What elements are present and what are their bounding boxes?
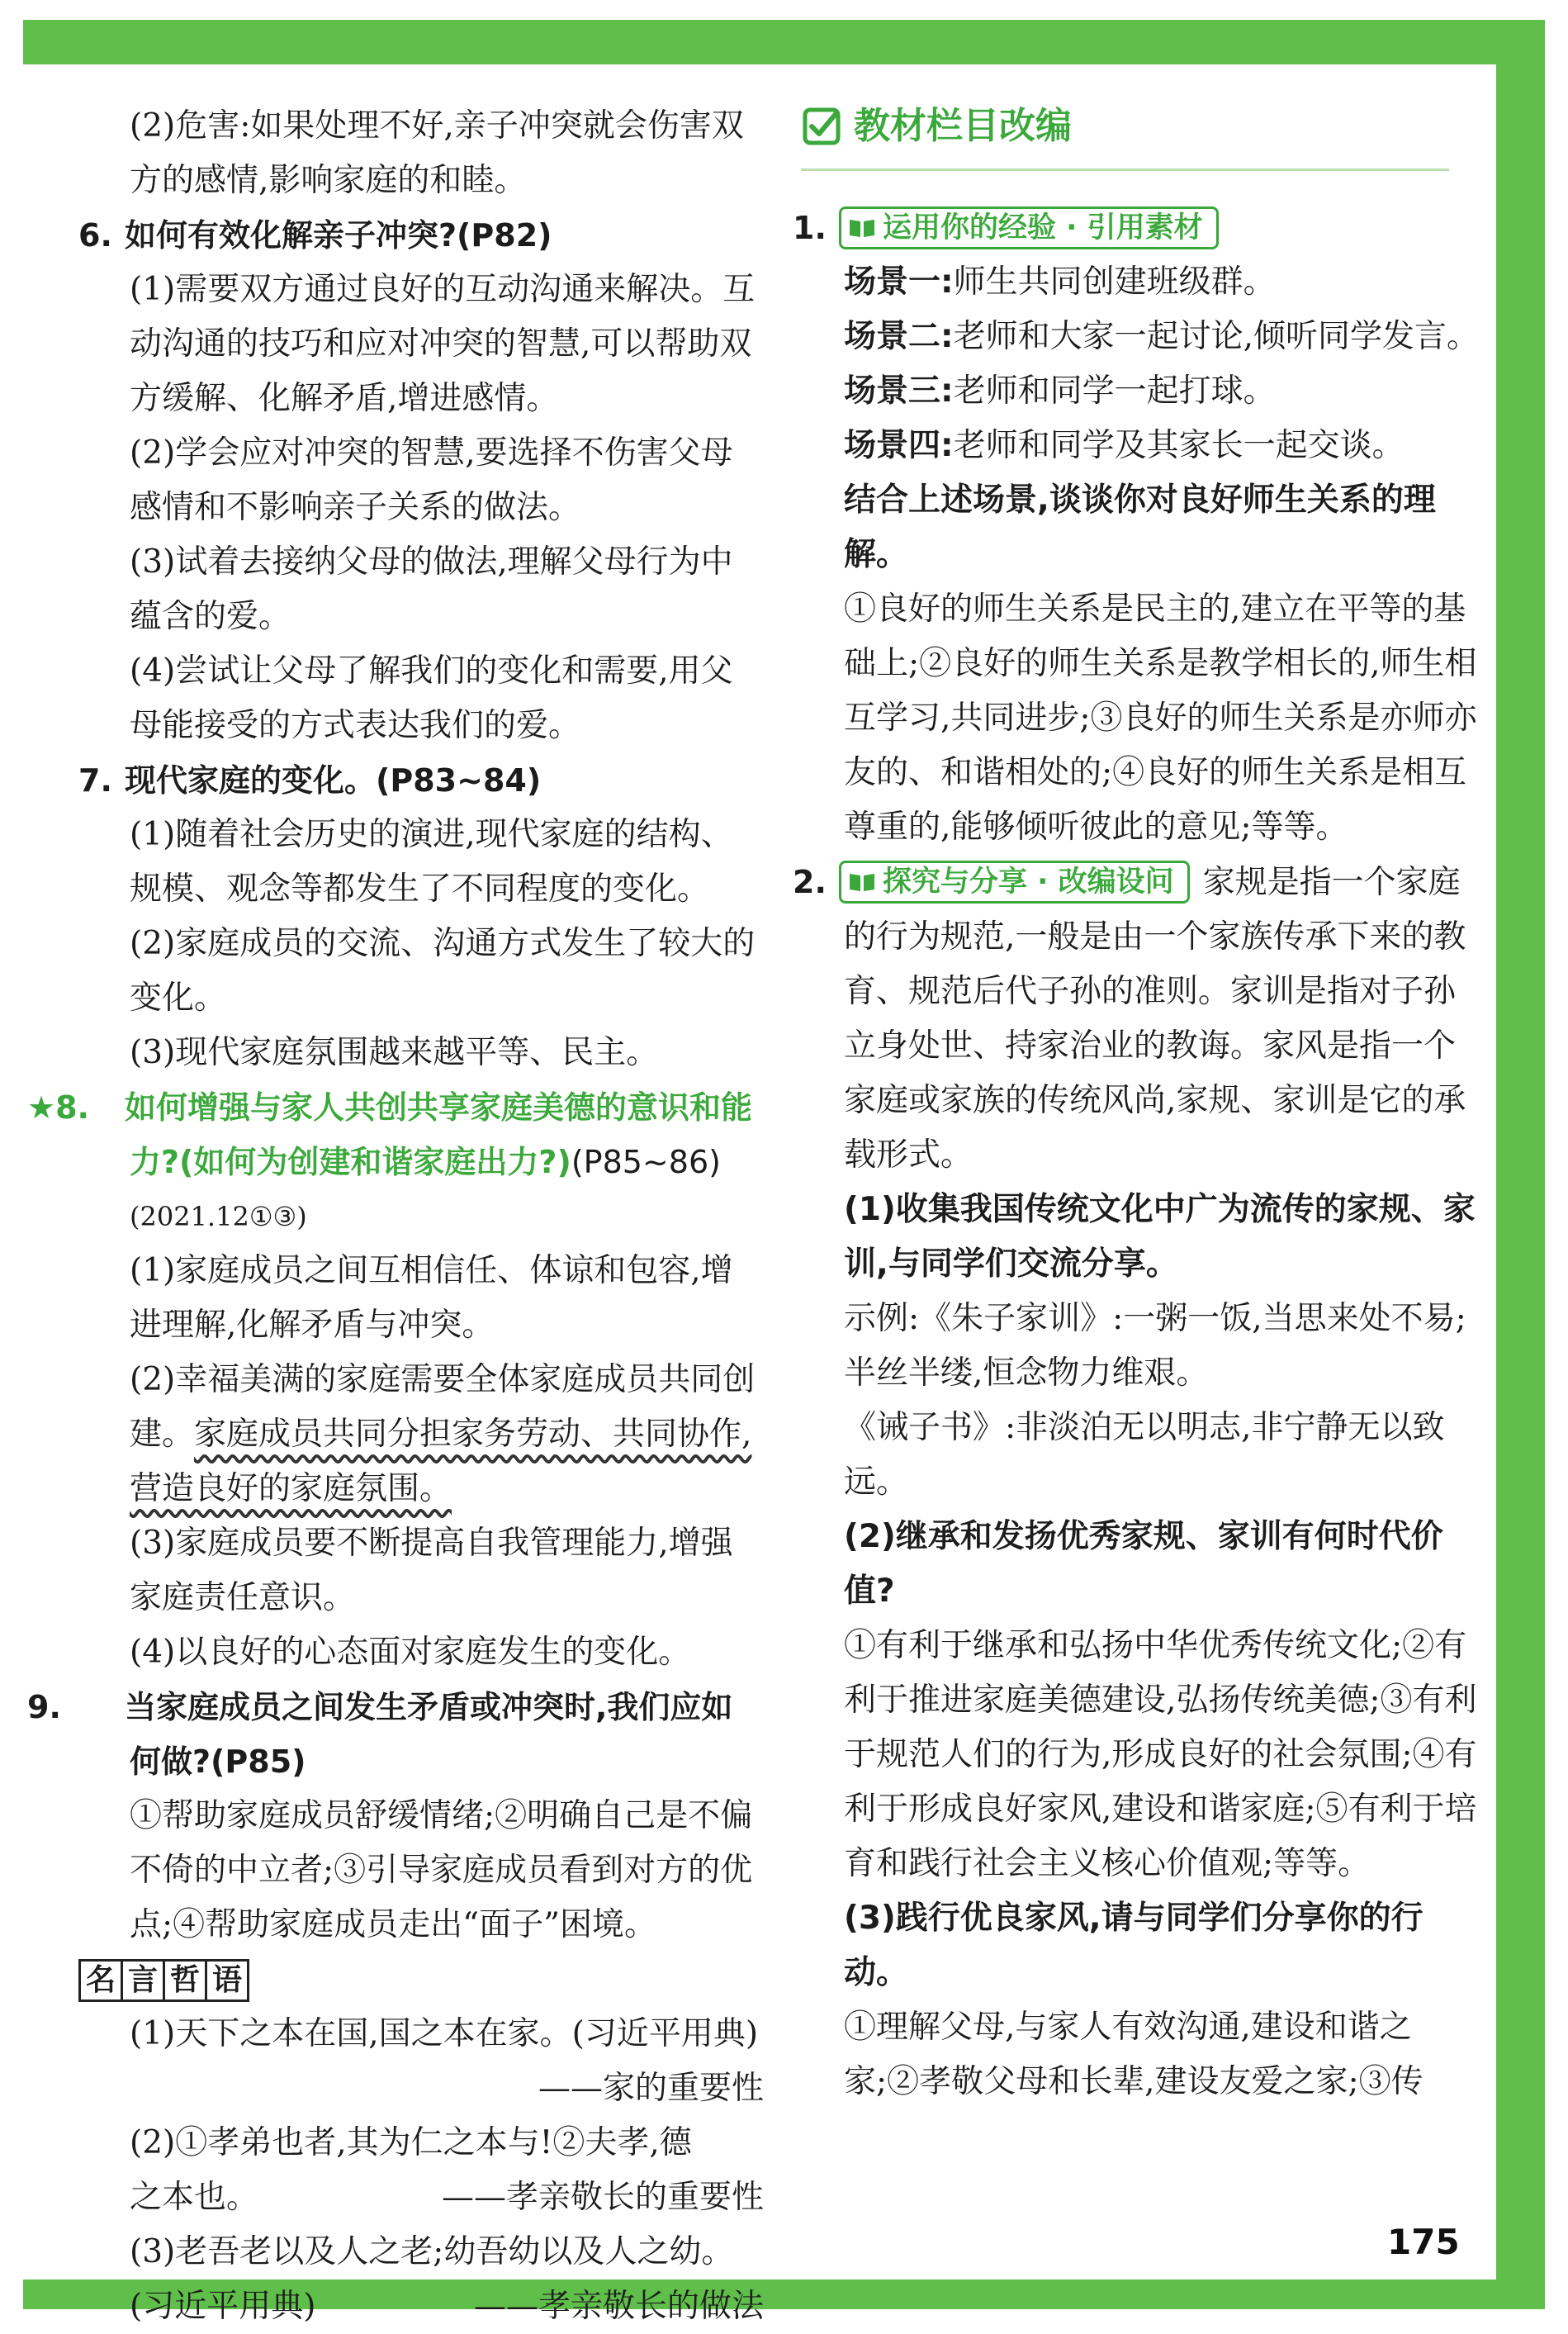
question-9-title: 当家庭成员之间发生矛盾或冲突时,我们应如何做?(P85)	[125, 1689, 733, 1780]
question-8-exam-ref: (2021.12①③)	[130, 1201, 307, 1232]
question-6-heading	[78, 208, 764, 263]
exercise-2-intro-block	[793, 855, 1482, 1183]
exercise-2-question-2: (2)继承和发扬优秀家规、家训有何时代价值?	[844, 1518, 1443, 1610]
scene-1	[793, 255, 1482, 310]
question-9-heading	[27, 1680, 764, 1789]
question-7-point-3: (3)现代家庭氛围越来越平等、民主。	[130, 1034, 659, 1071]
question-6-point-4: (4)尝试让父母了解我们的变化和需要,用父母能接受的方式表达我们的爱。	[130, 652, 733, 744]
question-8-heading	[27, 1080, 764, 1189]
exercise-1-answer: ①良好的师生关系是民主的,建立在平等的基础上;②良好的师生关系是教学相长的,师生相互学习,共同进步;③良好的师生关系是亦师亦友的、和谐相处的;④良好的师生关系是相互尊重的,能够倾听彼此的意见;等等。	[844, 591, 1477, 846]
question-6-title: 如何有效化解亲子冲突?(P82)	[125, 217, 552, 254]
right-green-bar	[1496, 20, 1545, 2309]
famous-quotes-title-char-1: 名	[78, 1959, 123, 2002]
question-8	[27, 1080, 764, 1680]
famous-quotes-title	[78, 1959, 247, 2002]
question-8-point-3: (3)家庭成员要不断提高自我管理能力,增强家庭责任意识。	[130, 1525, 733, 1616]
right-column	[793, 99, 1482, 2109]
quote-3-line-2	[78, 2279, 764, 2334]
section-divider	[801, 168, 1449, 171]
question-8-point-2-a: (2)幸福美满的家庭需要全体家庭成员共同创建。	[130, 1361, 756, 1453]
famous-quotes-title-char-4: 语	[205, 1959, 249, 2002]
exercise-2-answer-3: ①理解父母,与家人有效沟通,建设和谐之家;②孝敬父母和长辈,建设友爱之家;③传	[844, 2009, 1424, 2100]
question-8-point-1: (1)家庭成员之间互相信任、体谅和包容,增进理解,化解矛盾与冲突。	[130, 1252, 733, 1344]
page-number: 175	[1387, 2222, 1460, 2262]
exercise-2-answer-1-b: 《诫子书》:非淡泊无以明志,非宁静无以致远。	[844, 1409, 1445, 1501]
exercise-2-number: 2.	[793, 864, 827, 900]
question-6-point-2: (2)学会应对冲突的智慧,要选择不伤害父母感情和不影响亲子关系的做法。	[130, 434, 733, 526]
top-green-bar	[23, 20, 1545, 64]
exercise-1-tag-label: 运用你的经验 · 引用素材	[883, 211, 1203, 244]
quote-3-source: ——孝亲敬长的做法	[473, 2288, 764, 2325]
intro-paragraph: (2)危害:如果处理不好,亲子冲突就会伤害双方的感情,影响家庭的和睦。	[130, 107, 744, 199]
quote-2-text: 之本也。	[130, 2179, 259, 2216]
scene-3	[793, 364, 1482, 419]
famous-quotes-title-char-3: 哲	[163, 1959, 207, 2002]
question-6	[78, 208, 764, 753]
exercise-2-question-3: (3)践行优良家风,请与同学们分享你的行动。	[844, 1900, 1424, 1991]
quote-2-line-1: (2)①孝弟也者,其为仁之本与!②夫孝,德	[130, 2124, 692, 2161]
question-7	[78, 753, 764, 1080]
exercise-1-number: 1.	[793, 210, 827, 246]
exercise-2-answer-1-a: 示例:《朱子家训》:一粥一饭,当思来处不易;半丝半缕,恒念物力维艰。	[844, 1300, 1466, 1392]
open-book-icon	[848, 217, 876, 239]
exercise-2	[793, 855, 1482, 2109]
question-8-title: 如何增强与家人共创共享家庭美德的意识和能力?(如何为创建和谐家庭出力?)	[125, 1089, 753, 1180]
exercise-2-intro: 家规是指一个家庭的行为规范,一般是由一个家族传承下来的教育、规范后代子孙的准则。家训是指对子孙立身处世、持家治业的教诲。家风是指一个家庭或家族的传统风尚,家规、家训是它的承载形式。	[844, 864, 1466, 1174]
exercise-1	[793, 201, 1482, 855]
exercise-2-answer-2: ①有利于继承和弘扬中华优秀传统文化;②有利于推进家庭美德建设,弘扬传统美德;③有利于规范人们的行为,形成良好的社会氛围;④有利于形成良好家风,建设和谐家庭;⑤有利于培育和践行社会主义核心价值观;等等。	[844, 1627, 1477, 1882]
scene-4-label: 场景四:	[844, 427, 954, 464]
question-8-number: ★8.	[27, 1089, 89, 1126]
quote-3-note: (习近平用典)	[130, 2288, 316, 2325]
question-8-pages: (P85~86)	[571, 1144, 721, 1180]
quote-1-source: ——家的重要性	[538, 2070, 764, 2107]
question-7-point-1: (1)随着社会历史的演进,现代家庭的结构、规模、观念等都发生了不同程度的变化。	[130, 816, 733, 908]
question-7-number: 7.	[78, 762, 112, 799]
famous-quotes	[78, 1952, 764, 2334]
question-7-point-2: (2)家庭成员的交流、沟通方式发生了较大的变化。	[130, 925, 756, 1017]
question-7-heading	[78, 753, 764, 808]
section-header	[803, 99, 1482, 154]
exercise-1-question: 结合上述场景,谈谈你对良好师生关系的理解。	[844, 482, 1436, 573]
section-title: 教材栏目改编	[854, 105, 1072, 147]
question-6-point-1: (1)需要双方通过良好的互动沟通来解决。互动沟通的技巧和应对冲突的智慧,可以帮助双方缓解、化解矛盾,增进感情。	[130, 271, 756, 417]
question-9-answer: ①帮助家庭成员舒缓情绪;②明确自己是不偏不倚的中立者;③引导家庭成员看到对方的优点;④帮助家庭成员走出“面子”困境。	[130, 1797, 753, 1943]
exercise-2-question-1: (1)收集我国传统文化中广为流传的家规、家训,与同学们交流分享。	[844, 1191, 1476, 1283]
scene-4-text: 老师和同学及其家长一起交谈。	[953, 427, 1405, 464]
exercise-1-heading	[793, 201, 1482, 255]
question-8-point-2	[78, 1353, 764, 1516]
question-7-title: 现代家庭的变化。(P83~84)	[125, 762, 542, 799]
scene-4	[793, 419, 1482, 473]
scene-3-label: 场景三:	[844, 372, 954, 410]
quote-2-source: ——孝亲敬长的重要性	[441, 2179, 764, 2216]
scene-2-label: 场景二:	[844, 318, 954, 355]
question-6-number: 6.	[78, 217, 112, 254]
scene-1-text: 师生共同创建班级群。	[953, 263, 1276, 301]
check-box-icon	[803, 107, 841, 145]
scene-2-text: 老师和大家一起讨论,倾听同学发言。	[953, 318, 1480, 355]
question-9-number: 9.	[27, 1689, 61, 1725]
quote-3: (3)老吾老以及人之老;幼吾幼以及人之幼。	[130, 2233, 734, 2270]
open-book-icon	[848, 871, 876, 893]
question-9	[27, 1680, 764, 1952]
exercise-1-tag	[839, 206, 1219, 249]
left-column	[27, 99, 764, 2334]
scene-1-label: 场景一:	[844, 263, 954, 301]
scene-3-text: 老师和同学一起打球。	[953, 372, 1276, 410]
exercise-2-tag-label: 探究与分享 · 改编设问	[883, 866, 1174, 899]
famous-quotes-title-char-2: 言	[121, 1959, 165, 2002]
quote-1: (1)天下之本在国,国之本在家。(习近平用典)	[130, 2015, 759, 2052]
question-8-point-2-b: 家庭成员共同分担家务劳动、共同协作,营造良好的家庭氛围。	[130, 1416, 752, 1507]
question-6-point-3: (3)试着去接纳父母的做法,理解父母行为中蕴含的爱。	[130, 543, 733, 635]
exercise-2-tag	[839, 861, 1190, 904]
quote-2-line-2	[78, 2170, 764, 2225]
question-8-point-4: (4)以良好的心态面对家庭发生的变化。	[130, 1634, 691, 1671]
scene-2	[793, 310, 1482, 364]
